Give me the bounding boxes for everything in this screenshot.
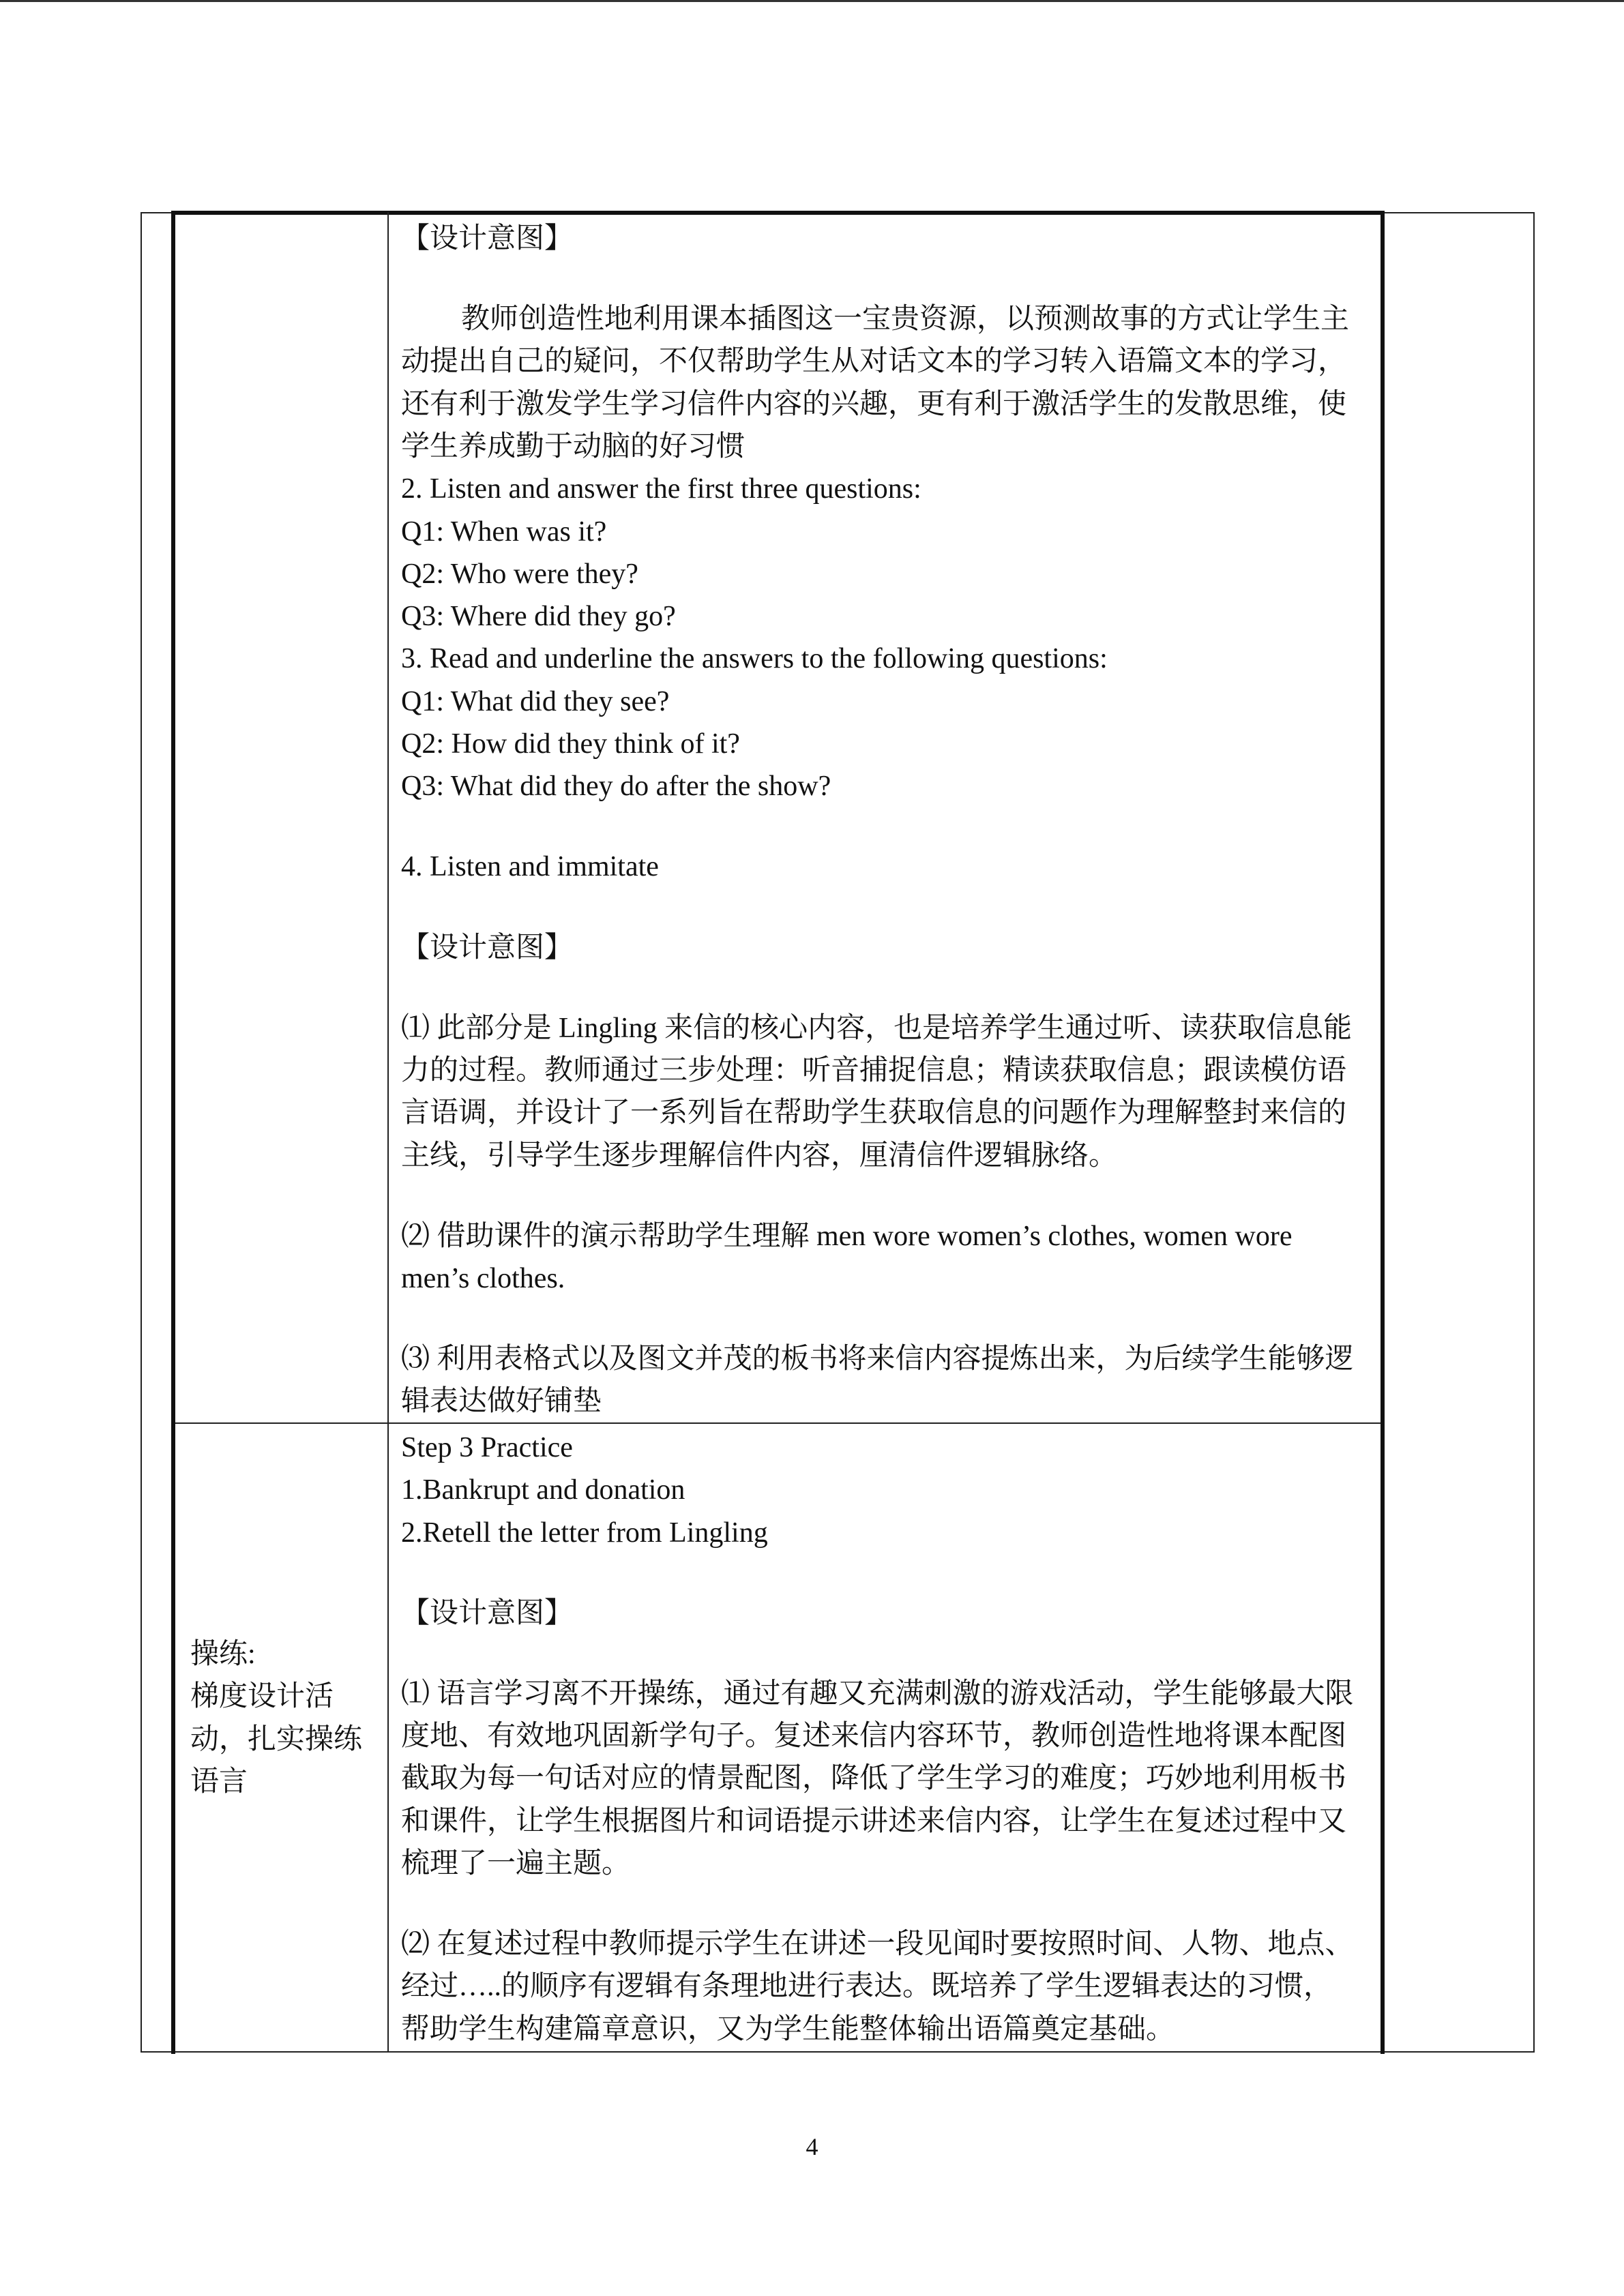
question-line: Q2: Who were they?: [401, 558, 638, 590]
stage-label-line: 操练:: [190, 1639, 256, 1670]
paragraph-line: 度地、有效地巩固新学句子。复述来信内容环节，教师创造性地将课本配图: [401, 1720, 1347, 1753]
row-2-stage-cell: [190, 1633, 368, 1803]
page-top-edge-line: [0, 0, 1624, 2]
design-intent-heading: 【设计意图】: [401, 1597, 574, 1629]
paragraph-line: ⑴ 语言学习离不开操练，通过有趣又充满刺激的游戏活动，学生能够最大限: [401, 1678, 1354, 1710]
paragraph-line: ⑵ 在复述过程中教师提示学生在讲述一段见闻时要按照时间、人物、地点、: [401, 1928, 1354, 1960]
paragraph-line: 教师创造性地利用课本插图这一宝贵资源，以预测故事的方式让学生主: [461, 303, 1350, 336]
paragraph-line: 主线，引导学生逐步理解信件内容，厘清信件逻辑脉络。: [401, 1139, 1118, 1172]
activity-step-line: 2. Listen and answer the first three questions:: [401, 473, 921, 505]
question-line: Q1: When was it?: [401, 516, 607, 548]
paragraph-line: 辑表达做好铺垫: [401, 1386, 602, 1418]
paragraph-line: 经过…..的顺序有逻辑有条理地进行表达。既培养了学生逻辑表达的习惯，: [401, 1971, 1333, 2003]
activity-step-line: 2.Retell the letter from Lingling: [401, 1517, 768, 1549]
paragraph-line: 力的过程。教师通过三步处理：听音捕捉信息；精读获取信息；跟读模仿语: [401, 1054, 1347, 1086]
row-2-content-cell: [401, 1427, 1370, 2051]
paragraph-line: 言语调，并设计了一系列旨在帮助学生获取信息的问题作为理解整封来信的: [401, 1097, 1347, 1129]
paragraph-line: ⑶ 利用表格式以及图文并茂的板书将来信内容提炼出来，为后续学生能够逻: [401, 1343, 1354, 1375]
paragraph-line: 还有利于激发学生学习信件内容的兴趣，更有利于激活学生的发散思维，使: [401, 388, 1347, 420]
page-number: 4: [806, 2133, 818, 2160]
stage-label-line: 语言: [190, 1765, 248, 1798]
activity-step-line: 1.Bankrupt and donation: [401, 1474, 685, 1506]
design-intent-heading: 【设计意图】: [401, 223, 574, 254]
table-column-divider: [387, 212, 389, 2053]
paragraph-line: men’s clothes.: [401, 1262, 565, 1294]
question-line: Q1: What did they see?: [401, 685, 670, 717]
paragraph-line: 梳理了一遍主题。: [401, 1847, 631, 1879]
paragraph-line: ⑵ 借助课件的演示帮助学生理解 men wore women’s clothes, women wore: [401, 1220, 1293, 1252]
question-line: Q3: What did they do after the show?: [401, 771, 831, 803]
paragraph-line: 截取为每一句话对应的情景配图，降低了学生学习的难度；巧妙地利用板书: [401, 1763, 1347, 1795]
question-line: Q2: How did they think of it?: [401, 728, 740, 760]
activity-step-line: 3. Read and underline the answers to the following questions:: [401, 643, 1108, 675]
row-1-content-cell: [401, 218, 1370, 1423]
stage-label-line: 梯度设计活: [190, 1681, 334, 1713]
question-line: Q3: Where did they go?: [401, 601, 676, 633]
table-inner-top-border: [171, 211, 1385, 215]
table-inner-left-border: [171, 211, 175, 2054]
paragraph-line: ⑴ 此部分是 Lingling 来信的核心内容，也是培养学生通过听、读获取信息能: [401, 1012, 1353, 1044]
step-title: Step 3 Practice: [401, 1432, 573, 1463]
activity-step-line: 4. Listen and immitate: [401, 851, 659, 883]
paragraph-line: 学生养成勤于动脑的好习惯: [401, 430, 745, 462]
design-intent-heading: 【设计意图】: [401, 931, 574, 964]
stage-label-line: 动，扎实操练: [190, 1723, 363, 1755]
paragraph-line: 动提出自己的疑问，不仅帮助学生从对话文本的学习转入语篇文本的学习，: [401, 346, 1347, 378]
paragraph-line: 和课件，让学生根据图片和词语提示讲述来信内容，让学生在复述过程中又: [401, 1805, 1347, 1837]
paragraph-line: 帮助学生构建篇章意识，又为学生能整体输出语篇奠定基础。: [401, 2013, 1175, 2045]
table-inner-right-border: [1381, 211, 1385, 2054]
